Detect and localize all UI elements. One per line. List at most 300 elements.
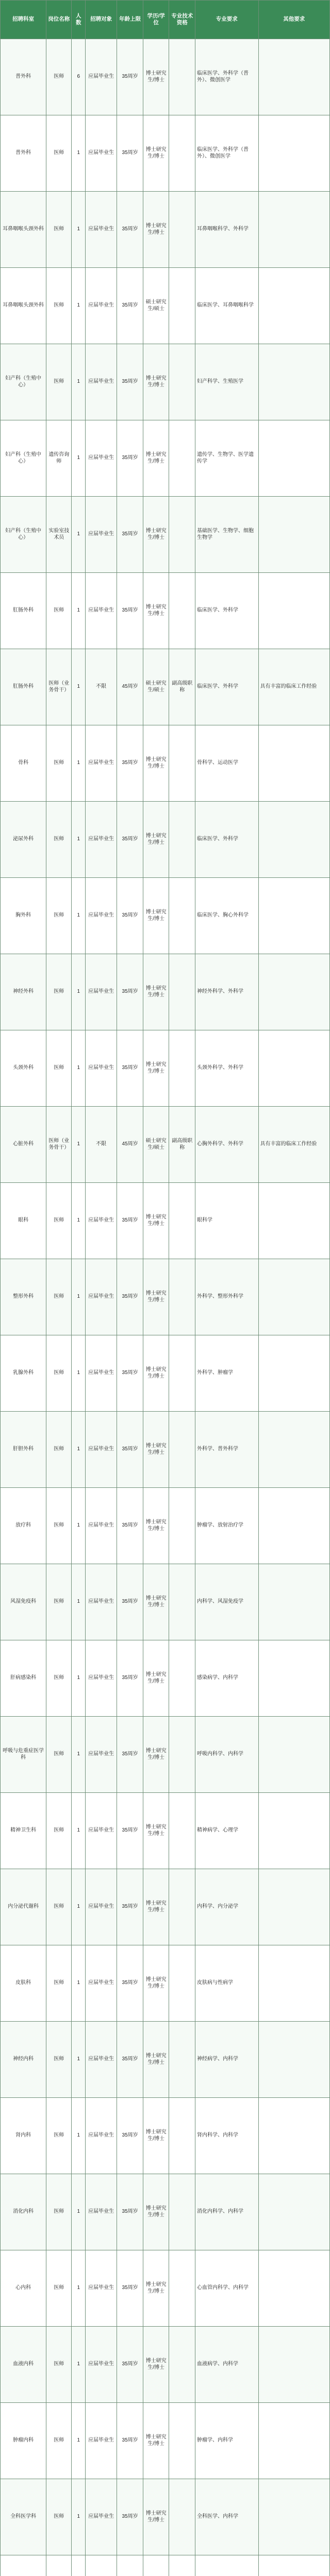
table-cell: 放疗科 [1, 1488, 46, 1564]
table-cell: 应届毕业生 [86, 1717, 117, 1793]
table-cell: 1 [72, 1640, 86, 1717]
table-cell: 肝胆外科 [1, 1412, 46, 1488]
table-cell [72, 2555, 86, 2576]
table-cell: 应届毕业生 [86, 2479, 117, 2555]
table-cell: 1 [72, 649, 86, 725]
table-cell [169, 573, 195, 649]
table-cell: 皮肤病与性病学 [195, 1945, 258, 2022]
table-cell [258, 39, 330, 115]
table-row [1, 2022, 330, 2098]
table-cell: 医师 [46, 268, 72, 344]
table-cell: 医师 [46, 1869, 72, 1945]
table-cell: 博士研究生/博士 [143, 1335, 169, 1412]
table-cell: 35周岁 [117, 344, 143, 420]
header-position: 岗位名称 [46, 1, 72, 39]
table-cell: 肿瘤学、放射治疗学 [195, 1488, 258, 1564]
table-cell: 应届毕业生 [86, 192, 117, 268]
table-cell: 博士研究生/博士 [143, 954, 169, 1030]
table-cell: 头颈外科 [1, 1030, 46, 1107]
table-cell [169, 2555, 195, 2576]
table-cell: 肿瘤学、内科学 [195, 2403, 258, 2479]
table-cell: 医师 [46, 2098, 72, 2174]
table-cell: 神经外科学、外科学 [195, 954, 258, 1030]
table-cell: 应届毕业生 [86, 2403, 117, 2479]
table-row [1, 2250, 330, 2327]
table-row [1, 1945, 330, 2022]
table-cell: 应届毕业生 [86, 1564, 117, 1640]
table-cell: 博士研究生/博士 [143, 2479, 169, 2555]
table-cell: 皮肤科 [1, 1945, 46, 2022]
table-cell: 妇产科学、生殖医学 [195, 344, 258, 420]
table-cell [169, 2403, 195, 2479]
table-cell [169, 1488, 195, 1564]
table-cell [169, 2022, 195, 2098]
table-cell: 医师 [46, 1335, 72, 1412]
table-cell: 博士研究生/博士 [143, 725, 169, 802]
table-cell [169, 2327, 195, 2403]
table-cell [169, 2098, 195, 2174]
table-row [1, 115, 330, 192]
table-cell: 1 [72, 2022, 86, 2098]
table-cell: 医师 [46, 192, 72, 268]
table-cell: 医师 [46, 2022, 72, 2098]
table-cell [169, 1030, 195, 1107]
table-cell: 1 [72, 1259, 86, 1335]
table-cell: 具有丰富的临床工作经验 [258, 649, 330, 725]
table-cell [258, 1259, 330, 1335]
table-cell: 普外科 [1, 115, 46, 192]
table-cell [169, 1183, 195, 1259]
table-cell: 35周岁 [117, 2327, 143, 2403]
table-cell: 应届毕业生 [86, 420, 117, 497]
table-row [1, 1488, 330, 1564]
table-cell [258, 115, 330, 192]
table-cell: 博士研究生/博士 [143, 2403, 169, 2479]
table-cell: 医师 [46, 954, 72, 1030]
table-cell: 博士研究生/博士 [143, 497, 169, 573]
table-cell: 妇产科（生殖中心） [1, 420, 46, 497]
table-cell: 临床医学、外科学（普外）、微创医学 [195, 39, 258, 115]
table-cell [169, 192, 195, 268]
table-cell: 应届毕业生 [86, 1488, 117, 1564]
table-cell: 博士研究生/博士 [143, 1183, 169, 1259]
table-cell: 35周岁 [117, 2403, 143, 2479]
table-cell: 博士研究生/博士 [143, 2250, 169, 2327]
table-cell: 35周岁 [117, 1183, 143, 1259]
table-cell [143, 2555, 169, 2576]
table-cell: 医师 [46, 39, 72, 115]
table-cell [169, 1335, 195, 1412]
table-cell: 45周岁 [117, 649, 143, 725]
table-row [1, 1869, 330, 1945]
table-cell: 博士研究生/博士 [143, 2327, 169, 2403]
table-cell: 45周岁 [117, 1107, 143, 1183]
table-cell: 应届毕业生 [86, 1183, 117, 1259]
table-cell: 1 [72, 1869, 86, 1945]
table-cell: 内科学、内分泌学 [195, 1869, 258, 1945]
table-cell: 医师 [46, 1793, 72, 1869]
table-cell: 骨科学、运动医学 [195, 725, 258, 802]
table-cell: 医师（业务骨干） [46, 649, 72, 725]
table-row [1, 649, 330, 725]
table-cell: 35周岁 [117, 1717, 143, 1793]
table-cell: 应届毕业生 [86, 1640, 117, 1717]
table-cell: 内分泌代谢科 [1, 1869, 46, 1945]
table-cell: 呼吸与危重症医学科 [1, 1717, 46, 1793]
table-cell: 心脏外科 [1, 1107, 46, 1183]
table-cell: 博士研究生/博士 [143, 192, 169, 268]
table-cell: 35周岁 [117, 573, 143, 649]
table-cell: 35周岁 [117, 1488, 143, 1564]
table-cell: 1 [72, 1030, 86, 1107]
table-cell: 博士研究生/博士 [143, 1793, 169, 1869]
header-dept: 招聘科室 [1, 1, 46, 39]
table-cell: 医师 [46, 878, 72, 954]
table-cell: 临床医学、耳鼻咽喉科学 [195, 268, 258, 344]
table-cell: 应届毕业生 [86, 573, 117, 649]
table-cell: 1 [72, 344, 86, 420]
table-cell: 应届毕业生 [86, 39, 117, 115]
header-education: 学历/学位 [143, 1, 169, 39]
table-cell [169, 268, 195, 344]
table-cell: 外科学、肿瘤学 [195, 1335, 258, 1412]
table-cell [169, 344, 195, 420]
table-row [1, 954, 330, 1030]
table-cell: 不限 [86, 649, 117, 725]
table-cell: 整形外科 [1, 1259, 46, 1335]
table-cell: 全科医学、内科学 [195, 2479, 258, 2555]
table-row [1, 344, 330, 420]
table-cell [1, 2555, 46, 2576]
table-cell [169, 1412, 195, 1488]
table-cell [169, 2479, 195, 2555]
table-cell: 35周岁 [117, 2479, 143, 2555]
table-cell: 35周岁 [117, 878, 143, 954]
table-cell: 博士研究生/博士 [143, 573, 169, 649]
table-cell: 副高级职称 [169, 649, 195, 725]
table-row [1, 1793, 330, 1869]
table-cell: 博士研究生/博士 [143, 1564, 169, 1640]
table-cell: 医师（业务骨干） [46, 1107, 72, 1183]
table-cell: 应届毕业生 [86, 1335, 117, 1412]
table-cell [258, 2098, 330, 2174]
table-cell: 35周岁 [117, 1030, 143, 1107]
table-cell: 博士研究生/博士 [143, 1717, 169, 1793]
table-cell [258, 954, 330, 1030]
table-cell [258, 497, 330, 573]
table-row [1, 1412, 330, 1488]
table-cell: 肾内科学、内科学 [195, 2098, 258, 2174]
table-cell: 35周岁 [117, 497, 143, 573]
table-cell: 肛肠外科 [1, 573, 46, 649]
table-cell: 外科学、整形外科学 [195, 1259, 258, 1335]
table-cell: 1 [72, 573, 86, 649]
table-cell [258, 2403, 330, 2479]
table-cell: 医师 [46, 1945, 72, 2022]
table-cell: 医师 [46, 1412, 72, 1488]
header-target: 招聘对象 [86, 1, 117, 39]
table-cell: 35周岁 [117, 725, 143, 802]
table-cell: 不限 [86, 1107, 117, 1183]
table-cell [169, 1945, 195, 2022]
table-cell: 医师 [46, 115, 72, 192]
table-cell [258, 420, 330, 497]
table-cell [258, 2022, 330, 2098]
table-cell: 神经内科 [1, 2022, 46, 2098]
table-cell: 35周岁 [117, 1335, 143, 1412]
header-count: 人数 [72, 1, 86, 39]
table-cell: 应届毕业生 [86, 497, 117, 573]
table-cell: 博士研究生/博士 [143, 1030, 169, 1107]
table-cell: 精神卫生科 [1, 1793, 46, 1869]
table-row [1, 420, 330, 497]
table-cell [258, 192, 330, 268]
table-cell: 感染病学、内科学 [195, 1640, 258, 1717]
table-cell: 医师 [46, 1030, 72, 1107]
table-cell [258, 1717, 330, 1793]
table-cell: 内科学、风湿免疫学 [195, 1564, 258, 1640]
table-cell: 妇产科（生殖中心） [1, 497, 46, 573]
table-cell: 博士研究生/博士 [143, 1488, 169, 1564]
table-cell: 1 [72, 192, 86, 268]
table-cell: 遗传学、生物学、医学遗传学 [195, 420, 258, 497]
table-cell: 1 [72, 1717, 86, 1793]
table-cell: 临床医学、胸心外科学 [195, 878, 258, 954]
table-cell [46, 2555, 72, 2576]
table-cell [258, 1335, 330, 1412]
table-cell: 1 [72, 1183, 86, 1259]
table-row [1, 878, 330, 954]
table-cell [258, 2479, 330, 2555]
table-cell: 肛肠外科 [1, 649, 46, 725]
table-cell: 医师 [46, 1564, 72, 1640]
table-cell: 应届毕业生 [86, 2174, 117, 2250]
table-cell: 眼科 [1, 1183, 46, 1259]
table-cell: 医师 [46, 2479, 72, 2555]
table-cell: 1 [72, 1488, 86, 1564]
table-cell: 妇产科（生殖中心） [1, 344, 46, 420]
table-row [1, 1107, 330, 1183]
table-cell: 医师 [46, 1488, 72, 1564]
table-cell: 35周岁 [117, 1412, 143, 1488]
table-cell: 心胸外科学、外科学 [195, 1107, 258, 1183]
table-cell: 1 [72, 878, 86, 954]
header-age: 年龄上限 [117, 1, 143, 39]
table-row [1, 2327, 330, 2403]
table-cell: 应届毕业生 [86, 115, 117, 192]
table-cell: 应届毕业生 [86, 1412, 117, 1488]
table-cell: 6 [72, 39, 86, 115]
table-row [1, 268, 330, 344]
table-cell: 医师 [46, 2174, 72, 2250]
table-row [1, 1640, 330, 1717]
table-cell: 博士研究生/博士 [143, 2022, 169, 2098]
table-cell: 耳鼻咽喉头颈外科 [1, 192, 46, 268]
table-cell: 骨科 [1, 725, 46, 802]
table-cell: 博士研究生/博士 [143, 420, 169, 497]
table-row [1, 1564, 330, 1640]
table-cell: 消化内科学、内科学 [195, 2174, 258, 2250]
table-cell: 遗传咨询师 [46, 420, 72, 497]
table-cell [258, 2250, 330, 2327]
table-cell: 应届毕业生 [86, 1259, 117, 1335]
table-cell: 1 [72, 2479, 86, 2555]
table-cell [258, 725, 330, 802]
table-row [1, 1717, 330, 1793]
table-cell [258, 1488, 330, 1564]
table-cell: 呼吸内科学、内科学 [195, 1717, 258, 1793]
table-cell: 普外科 [1, 39, 46, 115]
table-cell: 硕士研究生/硕士 [143, 649, 169, 725]
table-cell [169, 2250, 195, 2327]
table-cell: 医师 [46, 2327, 72, 2403]
table-cell: 应届毕业生 [86, 2327, 117, 2403]
table-cell [258, 2555, 330, 2576]
table-cell: 1 [72, 1564, 86, 1640]
table-cell [258, 1869, 330, 1945]
table-cell: 乳腺外科 [1, 1335, 46, 1412]
table-cell: 硕士研究生/硕士 [143, 268, 169, 344]
table-cell [258, 344, 330, 420]
table-cell [258, 1030, 330, 1107]
table-cell: 应届毕业生 [86, 1793, 117, 1869]
table-cell [169, 1259, 195, 1335]
table-cell [169, 878, 195, 954]
table-cell [258, 1945, 330, 2022]
table-cell [258, 573, 330, 649]
table-cell [169, 115, 195, 192]
table-cell [258, 1564, 330, 1640]
table-cell: 博士研究生/博士 [143, 2098, 169, 2174]
table-cell: 眼科学 [195, 1183, 258, 1259]
table-cell: 35周岁 [117, 1259, 143, 1335]
table-row [1, 497, 330, 573]
table-cell [258, 2327, 330, 2403]
table-cell: 1 [72, 268, 86, 344]
table-row [1, 1335, 330, 1412]
table-cell: 1 [72, 1335, 86, 1412]
table-cell: 肾内科 [1, 2098, 46, 2174]
table-cell: 1 [72, 954, 86, 1030]
table-cell: 副高级职称 [169, 1107, 195, 1183]
table-cell: 应届毕业生 [86, 1869, 117, 1945]
table-cell: 1 [72, 115, 86, 192]
table-cell: 医师 [46, 1183, 72, 1259]
table-cell: 应届毕业生 [86, 802, 117, 878]
table-cell: 精神病学、心理学 [195, 1793, 258, 1869]
table-cell: 应届毕业生 [86, 2250, 117, 2327]
table-cell: 35周岁 [117, 268, 143, 344]
table-cell [169, 725, 195, 802]
table-cell [195, 2555, 258, 2576]
table-cell [258, 1640, 330, 1717]
table-cell [169, 802, 195, 878]
table-header-row [1, 1, 330, 39]
table-row [1, 39, 330, 115]
table-cell [258, 878, 330, 954]
table-cell: 35周岁 [117, 192, 143, 268]
table-cell: 博士研究生/博士 [143, 1412, 169, 1488]
header-major: 专业要求 [195, 1, 258, 39]
table-cell [258, 2174, 330, 2250]
table-cell: 临床医学、外科学（普外）、微创医学 [195, 115, 258, 192]
table-cell: 1 [72, 2403, 86, 2479]
table-row [1, 725, 330, 802]
table-cell: 35周岁 [117, 2174, 143, 2250]
table-cell: 医师 [46, 1259, 72, 1335]
table-cell [258, 268, 330, 344]
table-cell: 博士研究生/博士 [143, 1259, 169, 1335]
table-cell: 消化内科 [1, 2174, 46, 2250]
table-cell [86, 2555, 117, 2576]
table-row [1, 1030, 330, 1107]
table-cell: 肝病感染科 [1, 1640, 46, 1717]
table-cell: 35周岁 [117, 1869, 143, 1945]
table-cell: 医师 [46, 344, 72, 420]
table-cell: 应届毕业生 [86, 1030, 117, 1107]
table-cell: 基础医学、生物学、细胞生物学 [195, 497, 258, 573]
table-cell: 博士研究生/博士 [143, 344, 169, 420]
table-row [1, 2555, 330, 2576]
table-cell [169, 1640, 195, 1717]
table-cell: 应届毕业生 [86, 725, 117, 802]
table-row [1, 1259, 330, 1335]
table-cell: 1 [72, 420, 86, 497]
table-cell [169, 39, 195, 115]
table-cell: 医师 [46, 1640, 72, 1717]
table-cell: 1 [72, 497, 86, 573]
table-cell: 1 [72, 725, 86, 802]
table-cell: 实验室技术员 [46, 497, 72, 573]
table-body [1, 39, 330, 2576]
table-cell: 35周岁 [117, 1640, 143, 1717]
table-cell [169, 497, 195, 573]
table-cell: 博士研究生/博士 [143, 802, 169, 878]
table-cell: 1 [72, 1107, 86, 1183]
table-cell: 1 [72, 2327, 86, 2403]
table-cell [258, 1183, 330, 1259]
table-cell: 神经外科 [1, 954, 46, 1030]
table-cell: 应届毕业生 [86, 954, 117, 1030]
table-cell: 博士研究生/博士 [143, 2174, 169, 2250]
table-row [1, 192, 330, 268]
table-cell: 血液病学、内科学 [195, 2327, 258, 2403]
table-cell: 应届毕业生 [86, 1945, 117, 2022]
table-cell: 博士研究生/博士 [143, 39, 169, 115]
table-cell: 应届毕业生 [86, 268, 117, 344]
table-cell: 血液内科 [1, 2327, 46, 2403]
table-cell [258, 1793, 330, 1869]
table-cell [258, 802, 330, 878]
table-cell: 35周岁 [117, 2250, 143, 2327]
table-cell: 医师 [46, 2250, 72, 2327]
table-cell: 头颈外科学、外科学 [195, 1030, 258, 1107]
table-cell: 神经病学、内科学 [195, 2022, 258, 2098]
table-cell: 博士研究生/博士 [143, 1640, 169, 1717]
table-cell [258, 1412, 330, 1488]
table-row [1, 802, 330, 878]
table-cell: 1 [72, 1412, 86, 1488]
table-cell: 博士研究生/博士 [143, 878, 169, 954]
table-cell [169, 420, 195, 497]
table-row [1, 2098, 330, 2174]
table-cell: 心血管内科学、内科学 [195, 2250, 258, 2327]
table-cell: 医师 [46, 573, 72, 649]
table-cell: 1 [72, 2250, 86, 2327]
table-cell: 临床医学、外科学 [195, 649, 258, 725]
table-row [1, 573, 330, 649]
table-cell: 全科医学科 [1, 2479, 46, 2555]
